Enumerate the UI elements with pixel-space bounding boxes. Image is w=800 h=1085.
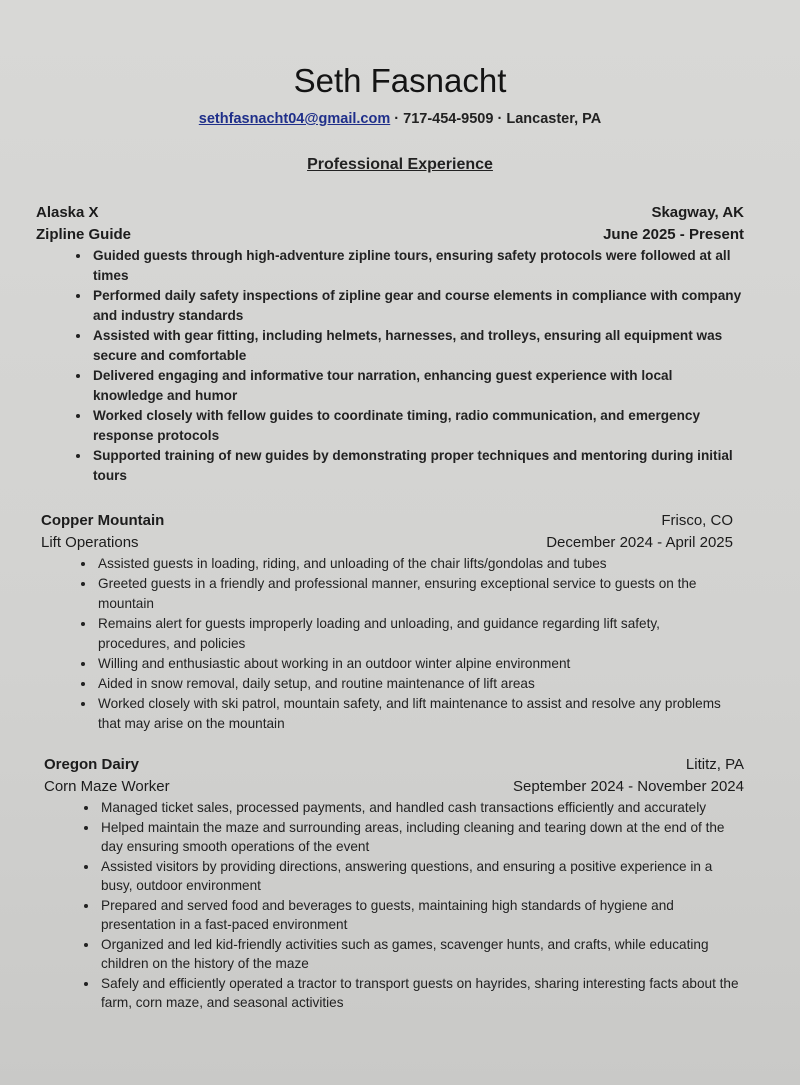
contact-line bbox=[0, 111, 800, 127]
bullet-item: • Supported training of new guides by demonstrating proper techniques and mentoring during initial tours bbox=[91, 446, 744, 486]
job-bullets bbox=[41, 554, 733, 734]
job-header-row bbox=[41, 510, 733, 532]
bullet-item: • Worked closely with fellow guides to coordinate timing, radio communication, and emergency response protocols bbox=[91, 406, 744, 446]
job-entry bbox=[41, 510, 733, 734]
bullet-item: • Organized and led kid-friendly activities such as games, scavenger hunts, and crafts, while educating children on the history of the maze bbox=[99, 935, 744, 974]
employer-name: Alaska X bbox=[36, 204, 99, 221]
bullet-item: • Prepared and served food and beverages to guests, maintaining high standards of hygiene and presentation in a fast-paced environment bbox=[99, 896, 744, 935]
bullet-item: • Delivered engaging and informative tour narration, enhancing guest experience with local knowledge and humor bbox=[91, 366, 744, 406]
bullet-item: • Managed ticket sales, processed payments, and handled cash transactions efficiently and accurately bbox=[99, 798, 744, 818]
email-link[interactable]: sethfasnacht04@gmail.com bbox=[198, 111, 391, 127]
bullet-item: • Remains alert for guests improperly loading and unloading, and guidance regarding lift safety, procedures, and policies bbox=[96, 614, 733, 654]
job-dates: June 2025 - Present bbox=[603, 226, 744, 243]
bullet-item: • Guided guests through high-adventure zipline tours, ensuring safety protocols were followed at all times bbox=[91, 246, 744, 286]
employer-name: Oregon Dairy bbox=[44, 756, 140, 773]
job-bullets bbox=[44, 798, 744, 1013]
job-dates: December 2024 - April 2025 bbox=[546, 534, 733, 551]
job-location: Lititz, PA bbox=[685, 756, 744, 773]
job-bullets bbox=[36, 246, 744, 486]
bullet-item: • Willing and enthusiastic about working in an outdoor winter alpine environment bbox=[96, 654, 733, 674]
bullet-item: • Performed daily safety inspections of zipline gear and course elements in compliance with company and industry standards bbox=[91, 286, 744, 326]
job-entry bbox=[44, 754, 744, 1013]
contact-separator: · bbox=[497, 111, 503, 127]
job-entry bbox=[36, 202, 744, 486]
bullet-item: • Helped maintain the maze and surrounding areas, including cleaning and tearing down at the end of the day ensuring smooth operations of the event bbox=[99, 818, 744, 857]
job-title: Lift Operations bbox=[41, 534, 139, 551]
job-header-row bbox=[44, 754, 744, 776]
bullet-item: • Aided in snow removal, daily setup, and routine maintenance of lift areas bbox=[96, 674, 733, 694]
bullet-item: • Worked closely with ski patrol, mountain safety, and lift maintenance to assist and resolve any problems that may arise on the mountain bbox=[96, 694, 733, 734]
employer-name: Copper Mountain bbox=[41, 512, 165, 529]
phone-number: 717-454-9509 bbox=[403, 111, 494, 127]
home-location: Lancaster, PA bbox=[506, 111, 602, 127]
job-title: Corn Maze Worker bbox=[44, 778, 170, 795]
job-title-row bbox=[44, 776, 744, 798]
bullet-item: • Greeted guests in a friendly and professional manner, ensuring exceptional service to guests on the mountain bbox=[96, 574, 733, 614]
contact-separator: · bbox=[394, 111, 400, 127]
job-title: Zipline Guide bbox=[36, 226, 132, 243]
job-dates: September 2024 - November 2024 bbox=[513, 778, 744, 795]
resume-name: Seth Fasnacht bbox=[293, 62, 507, 99]
job-title-row bbox=[36, 224, 744, 246]
bullet-item: • Assisted visitors by providing directions, answering questions, and ensuring a positive experience in a busy, outdoor environment bbox=[99, 857, 744, 896]
bullet-item: • Safely and efficiently operated a tractor to transport guests on hayrides, sharing interesting facts about the farm, corn maze, and seasonal activities bbox=[99, 974, 744, 1013]
bullet-item: • Assisted with gear fitting, including helmets, harnesses, and trolleys, ensuring all equipment was secure and comfortable bbox=[91, 326, 744, 366]
section-heading: Professional Experience bbox=[307, 156, 493, 173]
job-header-row bbox=[36, 202, 744, 224]
job-location: Skagway, AK bbox=[651, 204, 744, 221]
job-title-row bbox=[41, 532, 733, 554]
job-location: Frisco, CO bbox=[661, 512, 733, 529]
bullet-item: • Assisted guests in loading, riding, and unloading of the chair lifts/gondolas and tubes bbox=[96, 554, 733, 574]
